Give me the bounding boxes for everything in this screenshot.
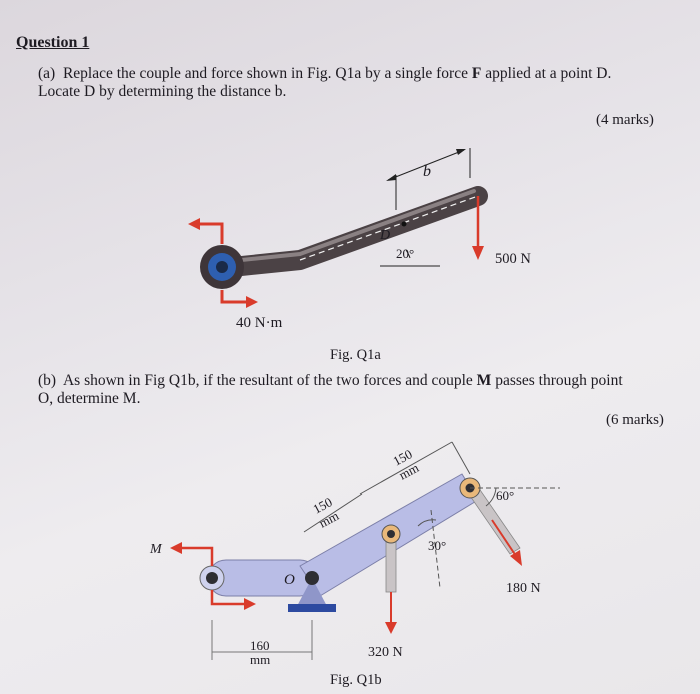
- part-a-marks: (4 marks): [596, 112, 654, 128]
- question-title: Question 1: [16, 34, 90, 51]
- force-500-label: 500 N: [495, 251, 531, 267]
- part-b-bold-m: M: [476, 372, 492, 389]
- dim-150-upper-value: 150: [390, 446, 415, 469]
- part-b-text-1: As shown in Fig Q1b, if the resultant of the two forces and couple: [62, 372, 473, 389]
- part-a-label: (a): [38, 65, 56, 82]
- fig-q1b-caption: Fig. Q1b: [330, 672, 382, 688]
- part-b-label: (b): [38, 372, 57, 389]
- part-b-marks: (6 marks): [606, 412, 664, 428]
- angle-30-label: 30°: [428, 538, 447, 553]
- force-320-label: 320 N: [368, 645, 403, 660]
- force-320-arrowhead: [385, 622, 397, 634]
- dim-150-upper-ext: [452, 442, 470, 474]
- part-a-text-line2: Locate D by determining the distance b.: [38, 83, 287, 100]
- part-a-bold-f: F: [471, 65, 482, 82]
- dim-150-lower-unit: mm: [316, 507, 342, 531]
- m-arrow-top: [180, 548, 212, 566]
- part-b-text-2: passes through point: [495, 372, 623, 389]
- d-label: D: [380, 228, 391, 243]
- o-label: O: [284, 572, 295, 588]
- dim-160-value: 160: [250, 638, 270, 653]
- m-label: M: [150, 542, 162, 557]
- part-a-text-1: Replace the couple and force shown in Fig. Q1a by a single force: [62, 65, 468, 82]
- dim-160-unit: mm: [250, 652, 271, 667]
- vertical-rod: [386, 536, 396, 592]
- part-a-text-2: applied at a point D.: [485, 65, 612, 82]
- couple-40-label: 40 N·m: [236, 315, 283, 331]
- b-label: b: [423, 163, 431, 180]
- fig-q1a-caption: Fig. Q1a: [330, 347, 381, 363]
- force-180-label: 180 N: [506, 581, 541, 596]
- part-b-text-line2: O, determine M.: [38, 390, 141, 407]
- angle-60-label: 60°: [496, 488, 515, 503]
- pivot-o: [305, 571, 319, 585]
- m-arrowhead-bottom: [244, 598, 256, 610]
- m-arrowhead-top: [170, 542, 182, 554]
- angle-20-label: 20°: [396, 246, 415, 261]
- dim-150-lower-value: 150: [310, 494, 335, 517]
- middle-pin-center: [387, 530, 395, 538]
- dim-150-upper-unit: mm: [396, 459, 422, 483]
- support-o-base: [288, 604, 336, 612]
- left-pivot-center: [206, 572, 218, 584]
